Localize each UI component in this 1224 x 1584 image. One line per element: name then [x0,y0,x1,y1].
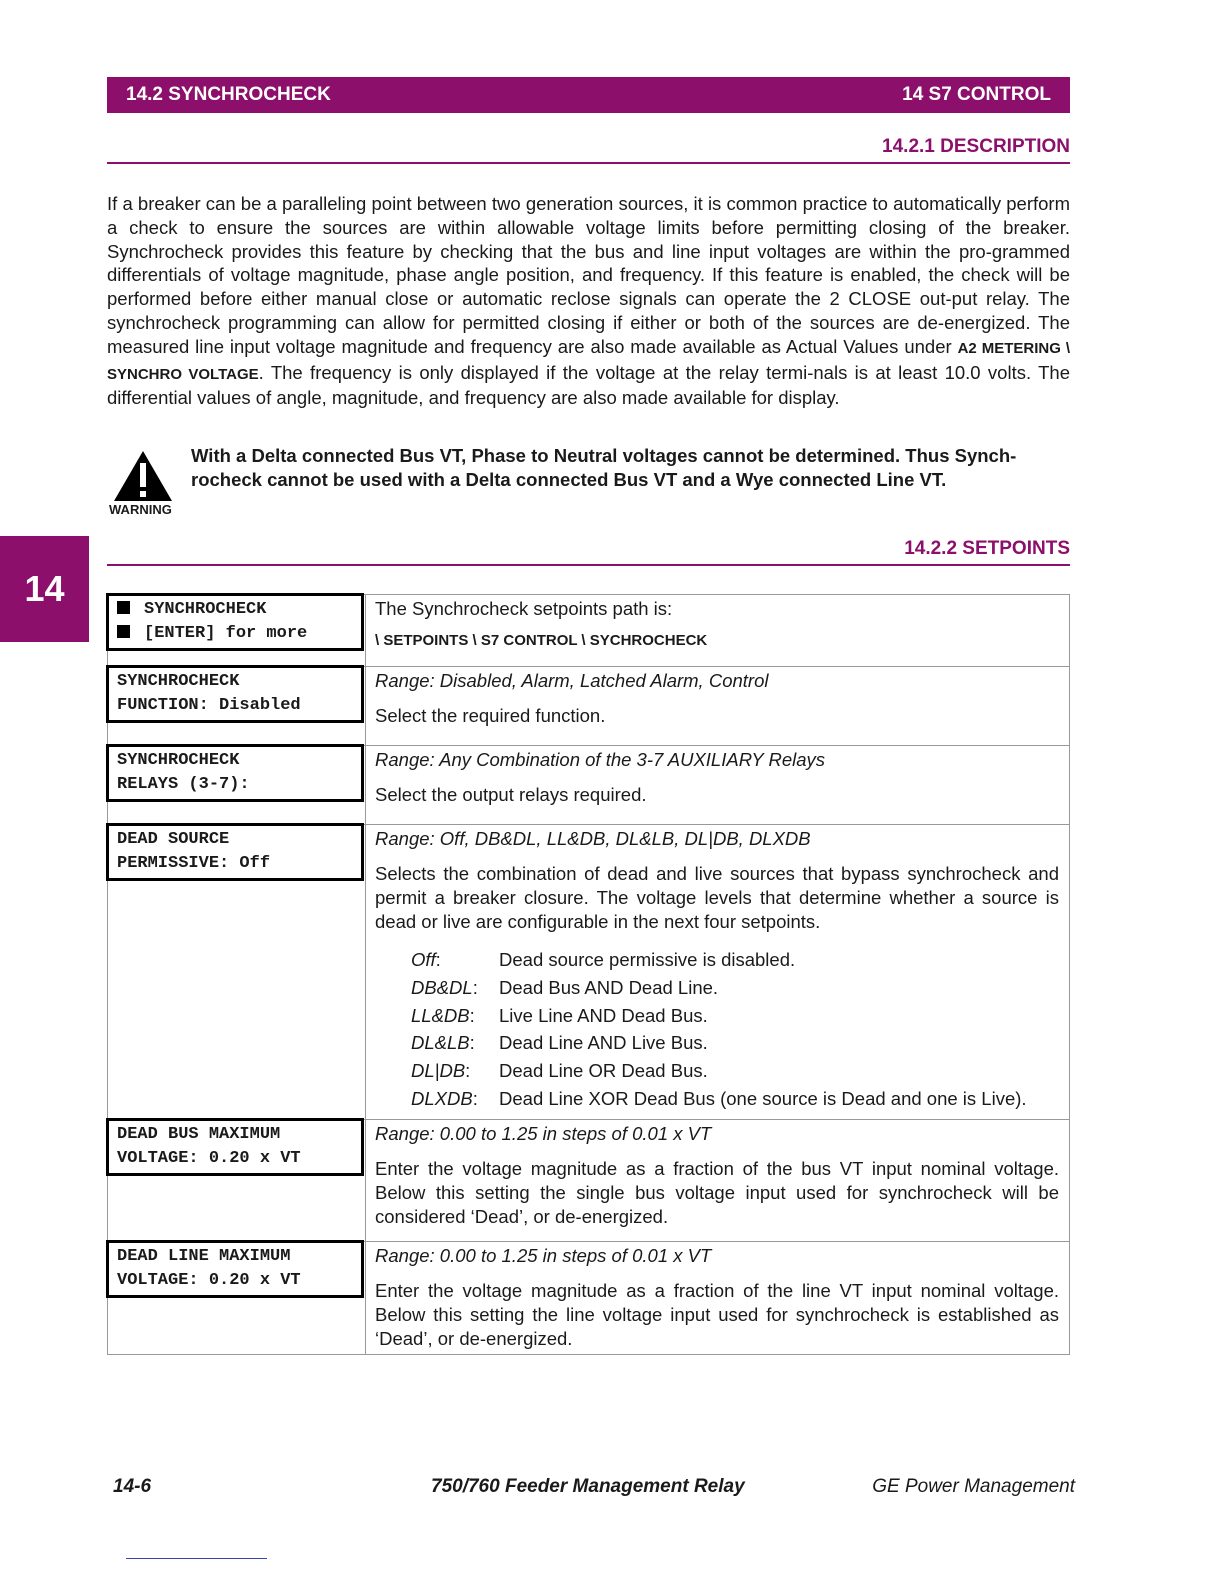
description-menu-path: A2 METERING \ SYNCHRO VOLTAGE [107,339,1070,383]
option-key: DLXDB [411,1087,473,1109]
option-key: DL|DB [411,1060,466,1082]
relays-line1: SYNCHROCHECK [117,751,240,770]
warning-text: With a Delta connected Bus VT, Phase to Neutral voltages cannot be determined. Thus Synch-rocheck cannot be used with a Delta connected Bus VT and a Wye connected Line VT. [191,445,1017,490]
dead-line-desc: Enter the voltage magnitude as a fraction of the line VT input nominal voltage. Below this setting the line voltage input used for synchrocheck is established as ‘Dead’, or de-energized. [375,1280,1059,1349]
function-desc: Select the required function. [375,705,606,726]
option-sep: : [469,1004,475,1026]
footer-company: GE Power Management [872,1476,1075,1497]
option-item [411,946,1059,974]
header-chapter-title: 14 S7 CONTROL [902,84,1051,105]
footer-rule [126,1558,267,1559]
dead-source-range: Range: Off, DB&DL, LL&DB, DL&LB, DL|DB, DLXDB [375,828,811,849]
footer-document-title: 750/760 Feeder Management Relay [431,1476,745,1497]
function-range: Range: Disabled, Alarm, Latched Alarm, Control [375,670,769,691]
dead-source-options [411,946,1059,1113]
dead-line-line2: VOLTAGE: 0.20 x VT [117,1271,301,1290]
dead-source-display[interactable] [106,823,364,881]
relays-range: Range: Any Combination of the 3-7 AUXILIARY Relays [375,749,826,770]
function-display[interactable] [106,665,364,723]
page-header-bar [107,77,1070,113]
option-key: LL&DB [411,1004,470,1026]
header-section-title: 14.2 SYNCHROCHECK [126,84,331,105]
description-text-after: . The frequency is only displayed if the voltage at the relay termi-nals is at least 10.0 volts. The differential values of angle, magnitude, and frequency are also made available for display. [107,361,1070,409]
dead-line-display[interactable] [106,1240,364,1298]
option-key: DL&LB [411,1032,470,1054]
option-sep: : [472,1087,478,1109]
function-line2: FUNCTION: Disabled [117,696,301,715]
bullet-square-icon [117,625,130,638]
option-item [411,1057,1059,1085]
setpoint-row-menu [108,595,1069,667]
menu-path: \ SETPOINTS \ S7 CONTROL \ SYCHROCHECK [375,632,708,649]
warning-label: WARNING [109,502,172,517]
option-sep: : [465,1060,471,1082]
option-text: Dead Bus AND Dead Line. [499,976,719,998]
option-sep: : [435,949,441,970]
warning-note [107,444,1070,520]
option-text: Dead Line AND Live Bus. [499,1032,708,1054]
option-item [411,1085,1059,1113]
dead-line-line1: DEAD LINE MAXIMUM [117,1247,291,1266]
dead-bus-display[interactable] [106,1118,364,1176]
dead-bus-line1: DEAD BUS MAXIMUM [117,1125,281,1144]
setpoints-table [107,594,1070,1355]
setpoint-row-dead-line [108,1242,1069,1354]
option-sep: : [469,1032,475,1054]
option-sep: : [472,976,478,998]
setpoint-row-dead-bus [108,1120,1069,1242]
option-text: Dead source permissive is disabled. [499,949,796,970]
option-item [411,1029,1059,1057]
description-paragraph [107,192,1070,410]
setpoint-row-relays [108,746,1069,825]
dead-bus-range: Range: 0.00 to 1.25 in steps of 0.01 x VT [375,1123,712,1144]
dead-line-range: Range: 0.00 to 1.25 in steps of 0.01 x VT [375,1245,712,1266]
dead-bus-line2: VOLTAGE: 0.20 x VT [117,1149,301,1168]
setpoint-row-function [108,667,1069,746]
function-line1: SYNCHROCHECK [117,672,240,691]
warning-triangle-icon [112,449,174,503]
description-heading: 14.2.1 DESCRIPTION [107,136,1070,164]
menu-line1: SYNCHROCHECK [144,600,267,619]
setpoints-heading: 14.2.2 SETPOINTS [107,538,1070,566]
option-text: Dead Line OR Dead Bus. [499,1060,708,1082]
dead-bus-desc: Enter the voltage magnitude as a fraction of the bus VT input nominal voltage. Below this setting the single bus voltage input used for synchrocheck will be considered ‘Dead’, or de-energized. [375,1158,1059,1227]
dead-source-line2: PERMISSIVE: Off [117,854,271,873]
menu-line2: [ENTER] for more [144,624,308,643]
relays-line2: RELAYS (3-7): [117,775,250,794]
option-item [411,974,1059,1002]
dead-source-desc: Selects the combination of dead and live sources that bypass synchrocheck and permit a breaker closure. The voltage levels that determine whether a source is dead or live are configurable in the next four setpoints. [375,863,1059,932]
option-text: Dead Line XOR Dead Bus (one source is Dead and one is Live). [499,1087,1027,1109]
option-text: Live Line AND Dead Bus. [499,1004,708,1026]
dead-source-line1: DEAD SOURCE [117,830,230,849]
footer-page-number: 14-6 [113,1476,152,1497]
relays-desc: Select the output relays required. [375,784,647,805]
chapter-tab: 14 [0,536,89,642]
option-key: Off [411,949,436,970]
option-key: DB&DL [411,976,473,998]
relays-display[interactable] [106,744,364,802]
bullet-square-icon [117,601,130,614]
description-text-before: If a breaker can be a paralleling point between two generation sources, it is common practice to automatically perform a check to ensure the sources are within allowable voltage limits before permitting closing of the breaker. Synchrocheck provides this feature by checking that the bus and line input voltages are within the pro-grammed differentials of voltage magnitude, phase angle position, and frequency. If this feature is enabled, the check will be performed before either manual close or automatic reclose signals can operate the 2 CLOSE out-put relay. The synchrocheck programming can allow for permitted closing if either or both of the sources are de-energized. The measured line input voltage magnitude and frequency are also made available as Actual Values under [107,193,1070,357]
option-item [411,1002,1059,1030]
menu-path-intro: The Synchrocheck setpoints path is: [375,598,673,619]
setpoint-row-dead-source [108,825,1069,1120]
menu-display[interactable] [106,593,364,651]
